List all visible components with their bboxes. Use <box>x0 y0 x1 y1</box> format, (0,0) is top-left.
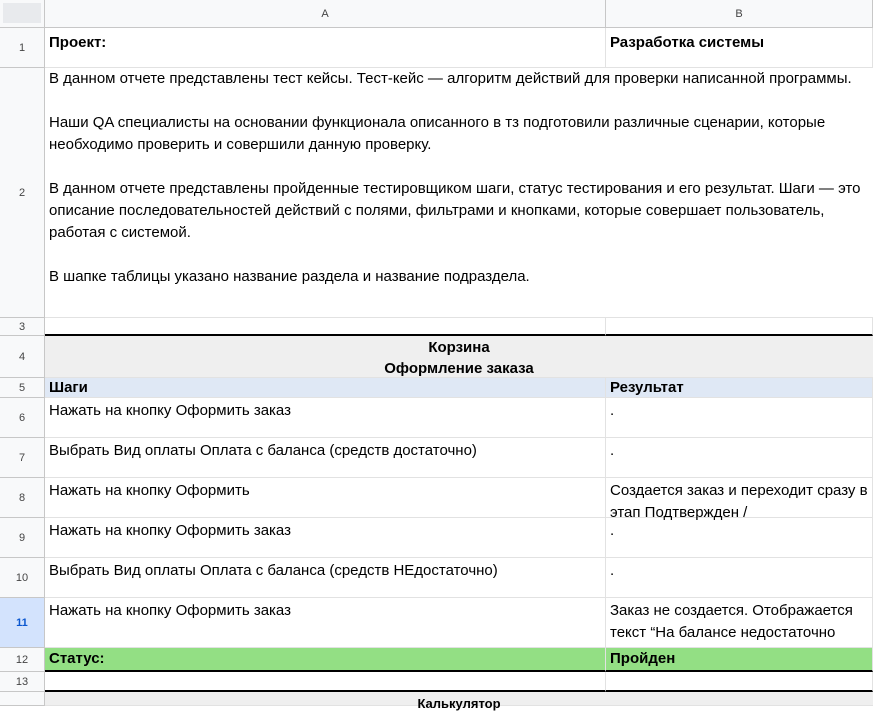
step-cell[interactable]: Нажать на кнопку Оформить заказ <box>45 518 606 558</box>
row-header-14[interactable] <box>0 692 45 706</box>
step-cell[interactable]: Выбрать Вид оплаты Оплата с баланса (средств НЕдостаточно) <box>45 558 606 598</box>
section-subtitle: Оформление заказа <box>384 360 534 377</box>
step-row-2 <box>45 438 873 478</box>
section-title: Корзина <box>428 339 490 356</box>
step-cell[interactable]: Выбрать Вид оплаты Оплата с баланса (средств достаточно) <box>45 438 606 478</box>
result-cell[interactable]: . <box>606 438 873 478</box>
step-cell[interactable]: Нажать на кнопку Оформить заказ <box>45 398 606 438</box>
result-cell[interactable]: . <box>606 518 873 558</box>
step-row-4 <box>45 518 873 558</box>
result-cell[interactable]: . <box>606 558 873 598</box>
row-header-4[interactable]: 4 <box>0 336 45 378</box>
row-header-12[interactable]: 12 <box>0 648 45 672</box>
cell-steps-header[interactable]: Шаги <box>45 378 606 398</box>
description-paragraph-4: В шапке таблицы указано название раздела и название подраздела. <box>49 268 530 285</box>
step-cell[interactable]: Нажать на кнопку Оформить <box>45 478 606 518</box>
cell-status-value[interactable]: Пройден <box>606 648 873 672</box>
row-header-5[interactable]: 5 <box>0 378 45 398</box>
cell-status-label[interactable]: Статус: <box>45 648 606 672</box>
cell-project-value[interactable]: Разработка системы <box>606 28 873 68</box>
row-4 <box>45 336 873 378</box>
description-paragraph-2: Наши QA специалисты на основании функционала описанного в тз подготовили различные сценарии, которые необходимо проверить и совершили данную проверку. <box>49 114 826 153</box>
step-row-1 <box>45 398 873 438</box>
cell-next-section-title[interactable]: Калькулятор <box>45 692 873 706</box>
step-row-5 <box>45 558 873 598</box>
row-header-2[interactable]: 2 <box>0 68 45 318</box>
select-all-corner[interactable] <box>0 0 45 28</box>
row-header-7[interactable]: 7 <box>0 438 45 478</box>
result-cell[interactable]: Создается заказ и переходит сразу в этап Подтвержден / <box>606 478 873 518</box>
result-cell[interactable]: . <box>606 398 873 438</box>
column-header-a[interactable]: A <box>45 0 606 28</box>
cell-empty-a3[interactable] <box>45 318 606 336</box>
row-header-11[interactable]: 11 <box>0 598 45 648</box>
cell-empty-b13[interactable] <box>606 672 873 692</box>
step-row-3 <box>45 478 873 521</box>
description-paragraph-3: В данном отчете представлены пройденные тестировщиком шаги, статус тестирования и его результат. Шаги — это описание последовательностей действий с полями, фильтрами и кнопками, которые совершает пользователь, работая с системой. <box>49 180 861 241</box>
row-5 <box>45 378 873 398</box>
step-cell[interactable]: Нажать на кнопку Оформить заказ <box>45 598 606 648</box>
row-header-13[interactable]: 13 <box>0 672 45 692</box>
step-row-6 <box>45 598 873 648</box>
column-header-b[interactable]: B <box>606 0 873 28</box>
cell-project-label[interactable]: Проект: <box>45 28 606 68</box>
row-12 <box>45 648 873 672</box>
row-header-9[interactable]: 9 <box>0 518 45 558</box>
row-header-3[interactable]: 3 <box>0 318 45 336</box>
row-1 <box>45 28 873 68</box>
row-3 <box>45 318 873 336</box>
row-header-10[interactable]: 10 <box>0 558 45 598</box>
row-2 <box>45 68 873 318</box>
row-14 <box>45 692 873 711</box>
cell-description[interactable] <box>45 68 873 318</box>
description-paragraph-1: В данном отчете представлены тест кейсы. Тест-кейс — алгоритм действий для проверки написанной программы. <box>49 70 852 87</box>
result-cell[interactable]: Заказ не создается. Отображается текст “На балансе недостаточно <box>606 598 873 648</box>
row-header-1[interactable]: 1 <box>0 28 45 68</box>
row-header-8[interactable]: 8 <box>0 478 45 518</box>
cell-empty-b3[interactable] <box>606 318 873 336</box>
row-13 <box>45 672 873 692</box>
cell-result-header[interactable]: Результат <box>606 378 873 398</box>
row-header-6[interactable]: 6 <box>0 398 45 438</box>
cell-empty-a13[interactable] <box>45 672 606 692</box>
cell-section-header[interactable] <box>45 336 873 378</box>
